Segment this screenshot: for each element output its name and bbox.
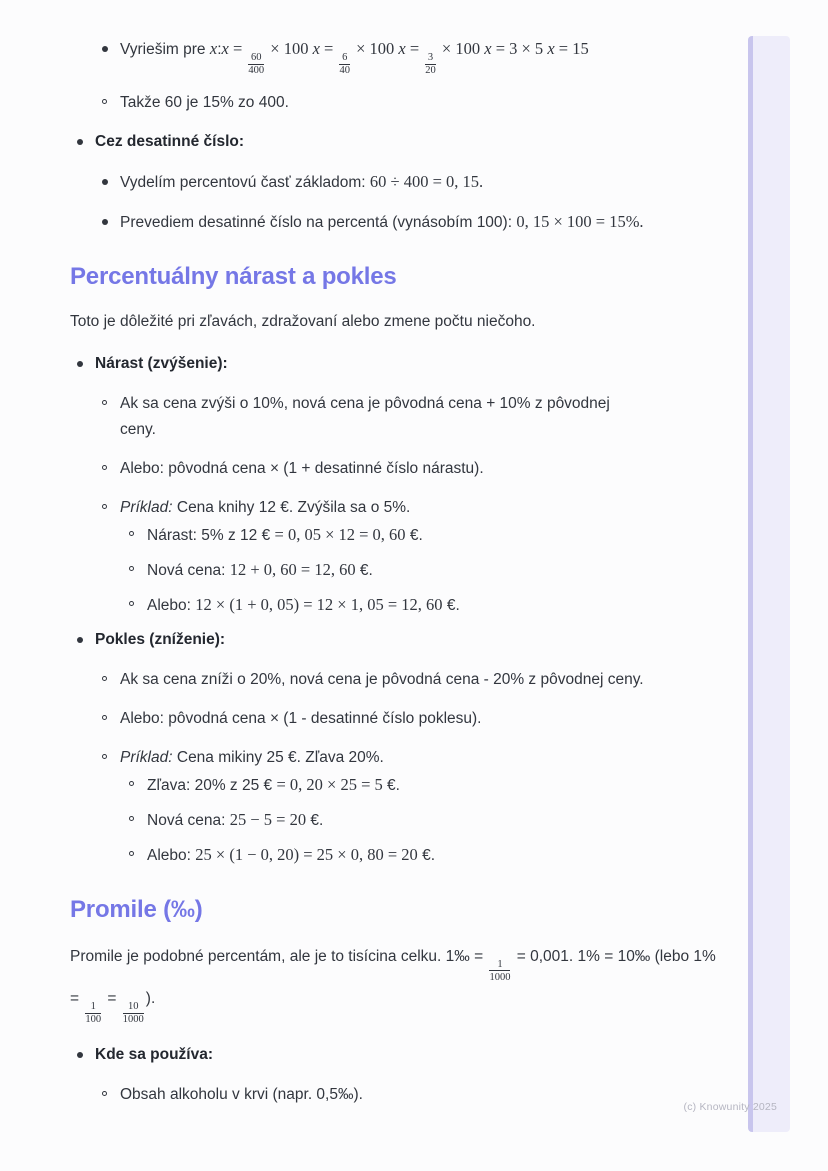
document-content: [70, 36, 732, 1121]
list-item: [70, 36, 732, 77]
list-item: [70, 1042, 732, 1068]
list-item-text: [120, 745, 648, 771]
text-segment: Prevediem desatinné číslo na percentá (vynásobím 100):: [120, 213, 517, 231]
text-segment: €.: [442, 596, 460, 614]
list-item: [70, 169, 732, 196]
list-item: [70, 592, 732, 619]
text-segment: €.: [417, 846, 436, 864]
list-item-text: [120, 90, 648, 116]
list-item: [70, 129, 732, 155]
list-item-text: [147, 557, 692, 584]
list-item: [70, 351, 732, 377]
bullet-disc-icon: [77, 637, 83, 643]
text-segment: x: [209, 39, 218, 58]
text-segment: Alebo: pôvodná cena × (1 + desatinné číslo nárastu).: [120, 459, 484, 477]
fraction: $\frac{1}{100}$: [85, 1001, 102, 1026]
fraction: $\frac{60}{400}$: [248, 52, 265, 77]
bullet-circle-icon: [102, 465, 107, 470]
bullet-disc-icon: [102, 179, 108, 185]
list-item: [70, 706, 732, 732]
text-segment: x: [221, 39, 229, 58]
fraction: $\frac{10}{1000}$: [122, 1001, 144, 1026]
list-item: [70, 627, 732, 653]
bullet-circle-icon: [102, 99, 107, 104]
list-item: [70, 557, 732, 584]
text-segment: Cena knihy 12 €. Zvýšila sa o 5%.: [172, 498, 411, 516]
text-segment: 25 − 5 = 20: [229, 809, 307, 829]
text-segment: 0, 15 × 100 = 15%.: [516, 211, 644, 231]
list-item-text: [95, 351, 732, 377]
text-segment: Nová cena:: [147, 561, 230, 579]
bullet-circle-icon: [129, 816, 134, 821]
text-segment: Kde sa používa:: [95, 1045, 213, 1063]
text-segment: Obsah alkoholu v krvi (napr. 0,5‰).: [120, 1085, 363, 1103]
text-segment: x: [312, 39, 320, 58]
list-item-text: [120, 391, 648, 443]
text-segment: Nárast: 5% z 12 €: [147, 526, 275, 544]
bullet-disc-icon: [102, 219, 108, 225]
list-item: [70, 456, 732, 482]
text-segment: Príklad:: [120, 498, 173, 516]
text-segment: Toto je dôležité pri zľavách, zdražovaní alebo zmene počtu niečoho.: [70, 312, 536, 330]
list-item: [70, 745, 732, 771]
list-item: [70, 667, 732, 693]
bullet-disc-icon: [102, 46, 108, 52]
list-item-text: [120, 36, 648, 77]
list-item-text: [120, 706, 648, 732]
paragraph: [70, 308, 722, 335]
bullet-circle-icon: [102, 715, 107, 720]
text-segment: €.: [306, 811, 324, 829]
list-item-text: [120, 209, 648, 236]
list-item-text: [147, 807, 692, 834]
text-segment: Alebo:: [147, 846, 196, 864]
bullet-circle-icon: [102, 754, 107, 759]
text-segment: x: [547, 39, 555, 58]
list-item-text: [95, 627, 732, 653]
text-segment: 60 ÷ 400 = 0, 15: [369, 171, 480, 191]
list-item-text: [147, 842, 692, 869]
list-item: [70, 90, 732, 116]
text-segment: Vydelím percentovú časť základom:: [120, 173, 370, 191]
text-segment: Nová cena:: [147, 811, 230, 829]
bullet-circle-icon: [129, 566, 134, 571]
text-segment: 25 × (1 − 0, 20) = 25 × 0, 80 = 20: [195, 844, 418, 864]
text-segment: = 0, 20 × 25 = 5: [276, 774, 383, 794]
list-item: [70, 391, 732, 443]
text-segment: Zľava: 20% z 25 €: [147, 776, 277, 794]
text-segment: ).: [145, 990, 156, 1008]
bullet-circle-icon: [102, 400, 107, 405]
text-segment: .: [479, 171, 484, 191]
text-segment: Cez desatinné číslo:: [95, 132, 245, 150]
section-heading: Promile (‰): [70, 895, 203, 923]
fraction: $\frac{3}{20}$: [425, 52, 436, 77]
text-segment: x: [398, 39, 406, 58]
text-segment: Nárast (zvýšenie):: [95, 354, 228, 372]
text-segment: = 0,001. 1% = 10‰ (lebo 1% =: [70, 947, 716, 1008]
copyright-notice: (c) Knowunity 2025: [683, 1101, 777, 1113]
text-segment: = 15: [554, 39, 589, 58]
bullet-circle-icon: [102, 504, 107, 509]
section-heading: Percentuálny nárast a pokles: [70, 262, 397, 290]
text-segment: Pokles (zníženie):: [95, 630, 226, 648]
text-segment: × 100: [437, 39, 485, 58]
text-segment: 12 × (1 + 0, 05) = 12 × 1, 05 = 12, 60: [195, 594, 443, 614]
bullet-disc-icon: [77, 1052, 83, 1058]
list-item-text: [147, 592, 692, 619]
list-item: [70, 772, 732, 799]
bullet-circle-icon: [129, 601, 134, 606]
list-item: [70, 209, 732, 236]
fraction: $\frac{1}{1000}$: [489, 958, 511, 983]
bullet-disc-icon: [77, 361, 83, 367]
text-segment: x: [484, 39, 492, 58]
bullet-disc-icon: [77, 139, 83, 145]
text-segment: Cena mikiny 25 €. Zľava 20%.: [172, 748, 384, 766]
text-segment: Alebo:: [147, 596, 196, 614]
text-segment: Vyriešim pre: [120, 41, 210, 58]
list-item-text: [147, 522, 692, 549]
text-segment: Ak sa cena zníži o 20%, nová cena je pôvodná cena - 20% z pôvodnej ceny.: [120, 670, 644, 688]
list-item: [70, 807, 732, 834]
list-item-text: [120, 169, 648, 196]
text-segment: × 100: [351, 39, 399, 58]
text-segment: =: [319, 39, 338, 58]
text-segment: Ak sa cena zvýši o 10%, nová cena je pôvodná cena + 10% z pôvodnej ceny.: [120, 394, 610, 438]
text-segment: =: [405, 39, 424, 58]
list-item-text: [147, 772, 692, 799]
text-segment: =: [103, 990, 121, 1008]
text-segment: €.: [382, 776, 400, 794]
text-segment: :: [217, 41, 222, 58]
fraction: $\frac{6}{40}$: [339, 52, 350, 77]
list-item-text: [120, 456, 648, 482]
list-item-text: [95, 129, 732, 155]
paragraph: [70, 941, 722, 1026]
bullet-circle-icon: [129, 531, 134, 536]
list-item-text: [120, 495, 648, 521]
text-segment: 12 + 0, 60 = 12, 60: [229, 559, 356, 579]
list-item: [70, 495, 732, 521]
text-segment: Alebo: pôvodná cena × (1 - desatinné číslo poklesu).: [120, 709, 482, 727]
list-item-text: [120, 667, 648, 693]
text-segment: Takže 60 je 15% zo 400.: [120, 93, 289, 111]
text-segment: × 100: [266, 39, 313, 58]
bullet-circle-icon: [129, 781, 134, 786]
text-segment: =: [228, 39, 247, 58]
text-segment: €.: [405, 526, 423, 544]
list-item: [70, 522, 732, 549]
text-segment: €.: [355, 561, 373, 579]
bullet-circle-icon: [129, 851, 134, 856]
bullet-circle-icon: [102, 1091, 107, 1096]
list-item: [70, 842, 732, 869]
text-segment: = 3 × 5: [491, 39, 548, 58]
scrollbar[interactable]: [748, 36, 790, 1132]
list-item-text: [95, 1042, 732, 1068]
text-segment: = 0, 05 × 12 = 0, 60: [274, 524, 406, 544]
text-segment: Promile je podobné percentám, ale je to tisícina celku. 1‰ =: [70, 947, 488, 965]
bullet-circle-icon: [102, 676, 107, 681]
text-segment: Príklad:: [120, 748, 173, 766]
